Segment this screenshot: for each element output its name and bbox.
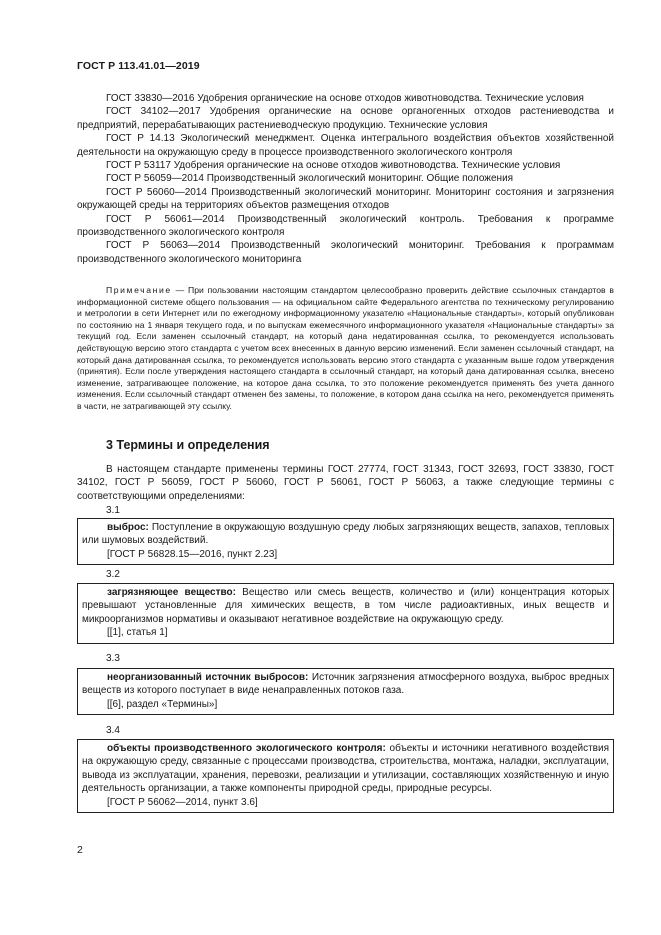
page-number: 2 bbox=[77, 844, 83, 856]
note-paragraph bbox=[77, 285, 614, 413]
term-definition: объекты и источники негативного воздействия на окружающую среду, связанные с процессами производства, строительства, монтажа, наладки, эксплуатации, вывода из эксплуатации, хранения, перевозки, реализации и утилизации, составляющих хозяйственную и иную деятельность организации, а также компоненты природной среды, природные ресурсы. bbox=[82, 743, 609, 795]
term-name: объекты производственного экологического контроля: bbox=[107, 743, 386, 754]
term-number: 3.2 bbox=[106, 569, 120, 580]
section-intro: В настоящем стандарте применены термины ГОСТ 27774, ГОСТ 31343, ГОСТ 32693, ГОСТ 33830, ГОСТ 34102, ГОСТ Р 56059, ГОСТ Р 56060, ГОСТ Р 56061, ГОСТ Р 56063, а также следующие термины с соответствующими определениями: bbox=[77, 464, 614, 502]
term-source: [[1], статья 1] bbox=[107, 627, 168, 639]
term-definition: Поступление в окружающую воздушную среду любых загрязняющих веществ, запахов, тепловых или шумовых воздействий. bbox=[82, 522, 609, 547]
term-definition-box bbox=[77, 583, 614, 644]
term-number: 3.4 bbox=[106, 725, 120, 736]
term-source: [[6], раздел «Термины»] bbox=[107, 698, 218, 710]
reference-item: ГОСТ Р 56063—2014 Производственный экологический мониторинг. Требования к программам производственного экологического мониторинга bbox=[77, 240, 614, 265]
reference-item: ГОСТ 33830—2016 Удобрения органические на основе отходов животноводства. Технические условия bbox=[106, 93, 584, 104]
term-definition-box bbox=[77, 668, 614, 715]
term-source: [ГОСТ Р 56062—2014, пункт 3.6] bbox=[107, 796, 258, 808]
term-definition-box bbox=[77, 518, 614, 565]
term-name: неорганизованный источник выбросов: bbox=[107, 672, 309, 683]
note-label: Примечание bbox=[106, 285, 172, 295]
term-definition: Вещество или смесь веществ, количество и (или) концентрация которых превышают установленные для химических веществ, в том числе радиоактивных, иных веществ и микроорганизмов нормативы и оказывают негативное воздействие на окружающую среду. bbox=[82, 587, 609, 625]
reference-item: ГОСТ Р 56059—2014 Производственный экологический мониторинг. Общие положения bbox=[106, 173, 514, 185]
document-header-code: ГОСТ Р 113.41.01—2019 bbox=[77, 60, 200, 72]
term-number: 3.1 bbox=[106, 505, 120, 516]
references-list bbox=[77, 92, 614, 266]
term-definition-box bbox=[77, 739, 614, 813]
reference-item: ГОСТ 34102—2017 Удобрения органические на основе органогенных отходов растениеводства и предприятий, перерабатывающих растениеводческую продукцию. Технические условия bbox=[77, 106, 614, 131]
reference-item: ГОСТ Р 53117 Удобрения органические на основе отходов животноводства. Технические условия bbox=[106, 160, 561, 172]
note-text: — При пользовании настоящим стандартом целесообразно проверить действие ссылочных стандартов в информационной системе общего пользования — на официальном сайте Федерального агентства по техническому регулированию и метрологии в сети Интернет или по ежегодному информационному указателю «Национальные стандарты», который опубликован по состоянию на 1 января текущего года, и по выпускам ежемесячного информационного указателя «Национальные стандарты» за текущий год. Если заменен ссылочный стандарт, на который дана недатированная ссылка, то рекомендуется использовать действующую версию этого стандарта с учетом всех внесенных в данную версию изменений. Если заменен ссылочный стандарт, на который дана датированная ссылка, то рекомендуется использовать версию этого стандарта с указанным выше годом утверждения (принятия). Если после утверждения настоящего стандарта в ссылочный стандарт, на который дана датированная ссылка, внесено изменение, затрагивающее положение, на которое дана ссылка, то это положение рекомендуется применять без учета данного изменения. Если ссылочный стандарт отменен без замены, то положение, в котором дана ссылка на него, рекомендуется применять в части, не затрагивающей эту ссылку. bbox=[77, 285, 614, 411]
reference-item: ГОСТ Р 56061—2014 Производственный экологический контроль. Требования к программе производственного экологического контроля bbox=[77, 213, 614, 239]
reference-item: ГОСТ Р 56060—2014 Производственный экологический мониторинг. Мониторинг состояния и загрязнения окружающей среды на территориях объектов размещения отходов bbox=[77, 186, 614, 212]
term-source: [ГОСТ Р 56828.15—2016, пункт 2.23] bbox=[107, 548, 278, 560]
term-name: выброс: bbox=[107, 522, 149, 533]
section-title: 3 Термины и определения bbox=[106, 438, 270, 452]
term-name: загрязняющее вещество: bbox=[107, 587, 236, 598]
term-definition: Источник загрязнения атмосферного воздуха, выброс вредных веществ из которого поступает в виде ненаправленных потоков газа. bbox=[82, 672, 609, 697]
reference-item: ГОСТ Р 14.13 Экологический менеджмент. Оценка интегрального воздействия объектов хозяйственной деятельности на окружающую среду в процессе производственного экологического контроля bbox=[77, 133, 614, 158]
term-number: 3.3 bbox=[106, 653, 120, 664]
